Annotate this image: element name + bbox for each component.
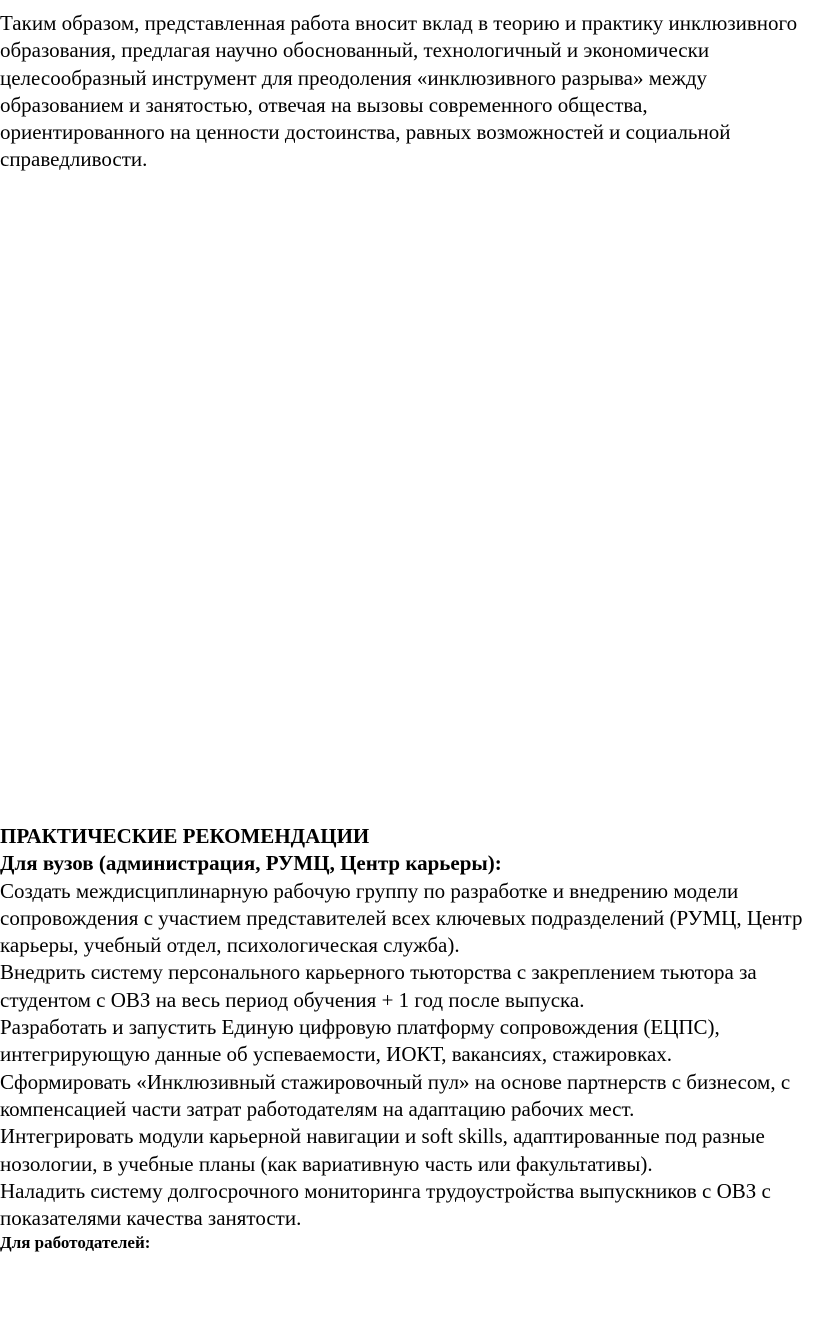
recommendation-item: Разработать и запустить Единую цифровую платформу сопровождения (ЕЦПС), интегрирующую данные об успеваемости, ИОКТ, вакансиях, стажировках.: [0, 1015, 720, 1067]
recommendation-item: Сформировать «Инклюзивный стажировочный пул» на основе партнерств с бизнесом, с компенсацией части затрат работодателям на адаптацию рабочих мест.: [0, 1069, 791, 1121]
conclusion-paragraph: Таким образом, представленная работа вносит вклад в теорию и практику инклюзивного образования, предлагая научно обоснованный, технологичный и экономически целесообразный инструмент для преодоления «инклюзивного разрыва» между образованием и занятостью, отвечая на вызовы современного общества, ориентированного на ценности достоинства, равных возможностей и социальной справедливости.: [0, 11, 798, 172]
employers-heading: Для работодателей:: [0, 1233, 151, 1253]
recommendation-item: Интегрировать модули карьерной навигации и soft skills, адаптированные под разные нозологии, в учебные планы (как вариативную часть или факультативы).: [0, 1124, 765, 1176]
recommendation-item: Наладить систему долгосрочного мониторинга трудоустройства выпускников с ОВЗ с показателями качества занятости.: [0, 1178, 771, 1231]
recommendations-section: [0, 823, 816, 1254]
recommendations-title: ПРАКТИЧЕСКИЕ РЕКОМЕНДАЦИИ: [0, 824, 370, 848]
recommendation-item: Создать междисциплинарную рабочую группу по разработке и внедрению модели сопровождения с участием представителей всех ключевых подразделений (РУМЦ, Центр карьеры, учебный отдел, психологическая служба).: [0, 878, 803, 958]
universities-heading: Для вузов (администрация, РУМЦ, Центр карьеры):: [0, 851, 502, 876]
recommendation-item: Внедрить систему персонального карьерного тьюторства с закреплением тьютора за студентом с ОВЗ на весь период обучения + 1 год после выпуска.: [0, 960, 757, 1012]
